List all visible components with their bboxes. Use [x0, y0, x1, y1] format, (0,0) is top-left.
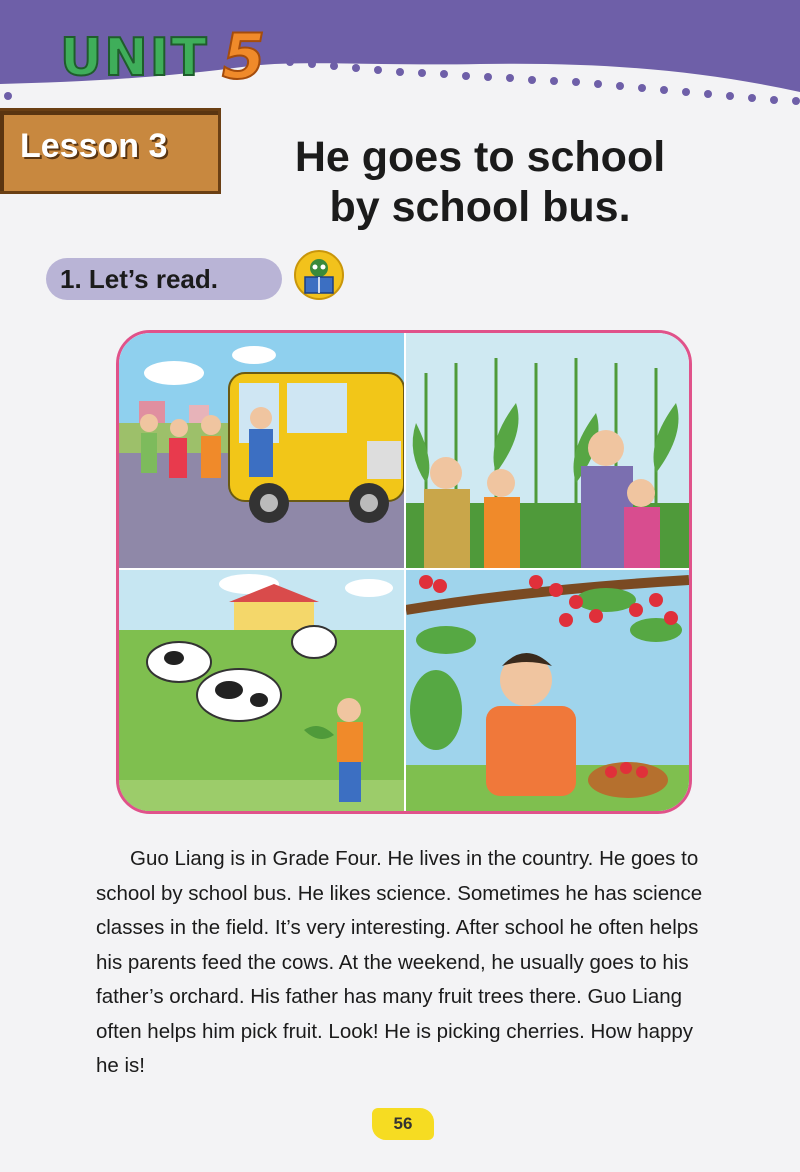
lesson-title: [260, 132, 700, 232]
lesson-badge: [0, 108, 221, 194]
corn-field-panel: [406, 333, 689, 568]
cows-panel: [119, 570, 404, 811]
school-bus-panel: [119, 333, 404, 568]
section-heading-label: 1. Let’s read.: [60, 264, 218, 294]
reading-passage: Guo Liang is in Grade Four. He lives in the country. He goes to school by school bus. He likes science. Sometimes he has science classes in the field. It’s very interesting. After school he often helps his parents feed the cows. At the weekend, he usually goes to his father’s orchard. His father has many fruit trees there. Guo Liang often helps him pick fruit. Look! He is picking cherries. How happy he is!: [96, 847, 703, 1077]
reading-boy-icon: [292, 250, 346, 300]
lesson-title-line-2: by school bus.: [329, 183, 631, 231]
unit-heading: UNIT: [60, 28, 209, 88]
story-illustration: [116, 330, 692, 814]
lesson-title-line-1: He goes to school: [294, 133, 666, 181]
cherry-picking-panel: [406, 570, 689, 811]
lesson-badge-label: Lesson 3: [20, 127, 168, 165]
page-number: 56: [372, 1108, 434, 1140]
unit-number: 5: [222, 20, 266, 93]
section-heading: [46, 258, 282, 300]
